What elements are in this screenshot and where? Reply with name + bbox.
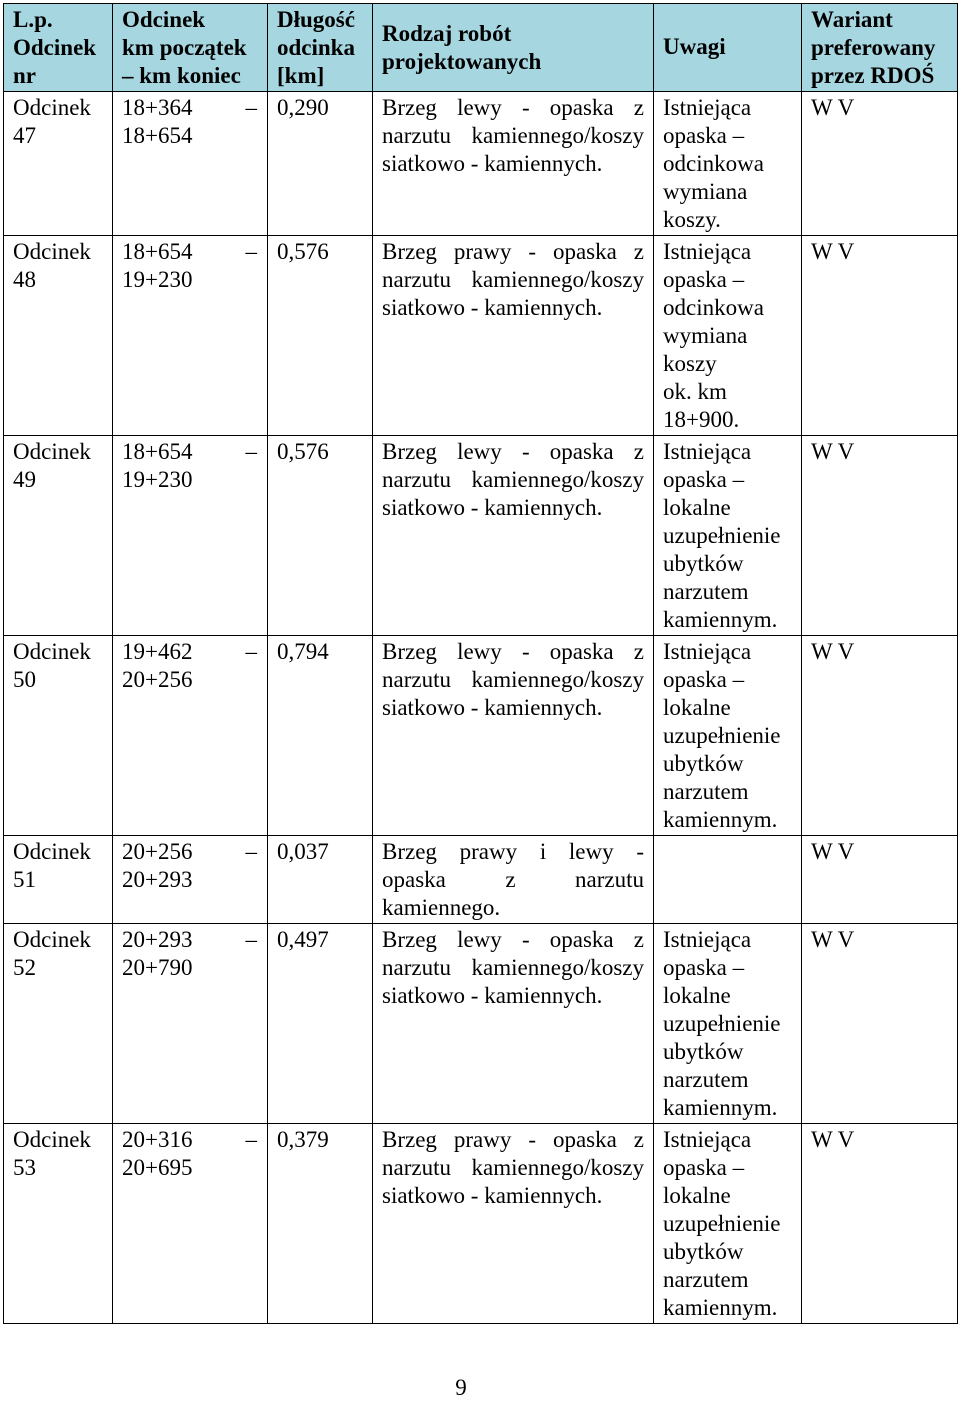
km-start: 18+654 xyxy=(122,439,193,464)
table-row xyxy=(4,924,958,1124)
km-start: 20+293 xyxy=(122,927,193,952)
notes-line: odcinkowa xyxy=(663,295,764,320)
header-length: Długość odcinka [km] xyxy=(268,4,373,92)
work-type-cell: Brzeg lewy - opaska z narzutu kamiennego/koszy siatkowo - kamiennych. xyxy=(373,92,654,236)
km-end: 20+790 xyxy=(122,955,193,980)
notes-cell xyxy=(654,236,802,436)
notes-line: opaska – xyxy=(663,955,745,980)
work-type-cell: Brzeg prawy i lewy - opaska z narzutu kamiennego. xyxy=(373,836,654,924)
km-end: 19+230 xyxy=(122,467,193,492)
km-range-dash: – xyxy=(245,95,257,120)
notes-line: narzutem xyxy=(663,1267,749,1292)
table-row xyxy=(4,92,958,236)
notes-line: uzupełnienie xyxy=(663,1011,781,1036)
segment-id-line: Odcinek xyxy=(13,839,91,864)
notes-line: wymiana xyxy=(663,179,748,204)
length-cell: 0,379 xyxy=(268,1124,373,1324)
length-cell: 0,290 xyxy=(268,92,373,236)
km-range-cell xyxy=(113,836,268,924)
notes-line: lokalne xyxy=(663,495,731,520)
segment-id-line: Odcinek xyxy=(13,439,91,464)
notes-cell xyxy=(654,924,802,1124)
km-end: 20+695 xyxy=(122,1155,193,1180)
notes-line: Istniejąca xyxy=(663,639,752,664)
notes-line: Istniejąca xyxy=(663,927,752,952)
work-type-cell: Brzeg lewy - opaska z narzutu kamiennego/koszy siatkowo - kamiennych. xyxy=(373,924,654,1124)
work-type-cell: Brzeg lewy - opaska z narzutu kamiennego/koszy siatkowo - kamiennych. xyxy=(373,436,654,636)
km-range-cell xyxy=(113,436,268,636)
segment-id-cell xyxy=(4,436,113,636)
work-type-cell: Brzeg lewy - opaska z narzutu kamiennego/koszy siatkowo - kamiennych. xyxy=(373,636,654,836)
table-row xyxy=(4,1124,958,1324)
header-type: Rodzaj robót projektowanych xyxy=(373,4,654,92)
km-start: 19+462 xyxy=(122,639,193,664)
notes-line: Istniejąca xyxy=(663,95,752,120)
length-cell: 0,497 xyxy=(268,924,373,1124)
segment-id-cell xyxy=(4,636,113,836)
header-variant: Wariant preferowany przez RDOŚ xyxy=(802,4,958,92)
segment-id-line: Odcinek xyxy=(13,239,91,264)
notes-line: kamiennym. xyxy=(663,1095,778,1120)
notes-line: narzutem xyxy=(663,1067,749,1092)
variant-cell: W V xyxy=(802,236,958,436)
km-start: 18+654 xyxy=(122,239,193,264)
table-row xyxy=(4,836,958,924)
notes-line: ubytków xyxy=(663,1039,744,1064)
notes-line: lokalne xyxy=(663,983,731,1008)
km-range-cell xyxy=(113,236,268,436)
notes-line: opaska – xyxy=(663,267,745,292)
work-type-cell: Brzeg prawy - opaska z narzutu kamiennego/koszy siatkowo - kamiennych. xyxy=(373,236,654,436)
notes-line: ok. km xyxy=(663,379,727,404)
segment-id-line: 50 xyxy=(13,667,36,692)
variant-cell: W V xyxy=(802,436,958,636)
segment-id-cell xyxy=(4,1124,113,1324)
segment-id-cell xyxy=(4,92,113,236)
km-range-cell xyxy=(113,924,268,1124)
km-start: 20+316 xyxy=(122,1127,193,1152)
notes-line: kamiennym. xyxy=(663,1295,778,1320)
notes-line: narzutem xyxy=(663,579,749,604)
segment-id-line: 49 xyxy=(13,467,36,492)
header-notes: Uwagi xyxy=(654,4,802,92)
work-type-cell: Brzeg prawy - opaska z narzutu kamiennego/koszy siatkowo - kamiennych. xyxy=(373,1124,654,1324)
header-lp: L.p. Odcinek nr xyxy=(4,4,113,92)
length-cell: 0,037 xyxy=(268,836,373,924)
notes-cell xyxy=(654,436,802,636)
segment-id-line: Odcinek xyxy=(13,95,91,120)
notes-line: narzutem xyxy=(663,779,749,804)
km-end: 19+230 xyxy=(122,267,193,292)
length-cell: 0,576 xyxy=(268,436,373,636)
segment-id-line: Odcinek xyxy=(13,1127,91,1152)
km-range-dash: – xyxy=(245,239,257,264)
km-end: 18+654 xyxy=(122,123,193,148)
length-cell: 0,576 xyxy=(268,236,373,436)
variant-cell: W V xyxy=(802,636,958,836)
notes-line: kamiennym. xyxy=(663,607,778,632)
notes-line: wymiana xyxy=(663,323,748,348)
km-range-dash: – xyxy=(245,1127,257,1152)
km-start: 18+364 xyxy=(122,95,193,120)
notes-line: Istniejąca xyxy=(663,239,752,264)
segment-id-cell xyxy=(4,836,113,924)
notes-cell xyxy=(654,92,802,236)
notes-line: opaska – xyxy=(663,123,745,148)
km-range-dash: – xyxy=(245,927,257,952)
km-end: 20+293 xyxy=(122,867,193,892)
km-range-dash: – xyxy=(245,839,257,864)
notes-line: 18+900. xyxy=(663,407,740,432)
notes-cell xyxy=(654,636,802,836)
segment-id-line: 47 xyxy=(13,123,36,148)
segment-id-line: Odcinek xyxy=(13,639,91,664)
km-range-cell xyxy=(113,636,268,836)
notes-line: ubytków xyxy=(663,751,744,776)
notes-cell xyxy=(654,836,802,924)
segment-id-cell xyxy=(4,924,113,1124)
km-range-cell xyxy=(113,1124,268,1324)
notes-line: uzupełnienie xyxy=(663,1211,781,1236)
variant-cell: W V xyxy=(802,92,958,236)
table-row xyxy=(4,436,958,636)
segment-id-line: 51 xyxy=(13,867,36,892)
notes-line: odcinkowa xyxy=(663,151,764,176)
variant-cell: W V xyxy=(802,1124,958,1324)
segment-id-line: Odcinek xyxy=(13,927,91,952)
notes-line: uzupełnienie xyxy=(663,523,781,548)
variant-cell: W V xyxy=(802,836,958,924)
notes-line: Istniejąca xyxy=(663,439,752,464)
notes-line: ubytków xyxy=(663,551,744,576)
table-header-row xyxy=(4,4,958,92)
notes-line: lokalne xyxy=(663,695,731,720)
segment-id-line: 48 xyxy=(13,267,36,292)
km-range-cell xyxy=(113,92,268,236)
km-range-dash: – xyxy=(245,439,257,464)
notes-line: koszy xyxy=(663,351,717,376)
notes-line: Istniejąca xyxy=(663,1127,752,1152)
notes-line: opaska – xyxy=(663,467,745,492)
km-end: 20+256 xyxy=(122,667,193,692)
segment-id-line: 53 xyxy=(13,1155,36,1180)
notes-line: koszy. xyxy=(663,207,721,232)
header-km: Odcinek km początek – km koniec xyxy=(113,4,268,92)
page-number: 9 xyxy=(455,1375,467,1400)
table-body xyxy=(4,92,958,1324)
notes-line: ubytków xyxy=(663,1239,744,1264)
segment-id-line: 52 xyxy=(13,955,36,980)
works-table xyxy=(3,3,958,1324)
km-start: 20+256 xyxy=(122,839,193,864)
km-range-dash: – xyxy=(245,639,257,664)
notes-line: opaska – xyxy=(663,1155,745,1180)
table-row xyxy=(4,636,958,836)
notes-line: opaska – xyxy=(663,667,745,692)
segment-id-cell xyxy=(4,236,113,436)
notes-line: kamiennym. xyxy=(663,807,778,832)
notes-cell xyxy=(654,1124,802,1324)
variant-cell: W V xyxy=(802,924,958,1124)
table-row xyxy=(4,236,958,436)
notes-line: uzupełnienie xyxy=(663,723,781,748)
notes-line: lokalne xyxy=(663,1183,731,1208)
length-cell: 0,794 xyxy=(268,636,373,836)
